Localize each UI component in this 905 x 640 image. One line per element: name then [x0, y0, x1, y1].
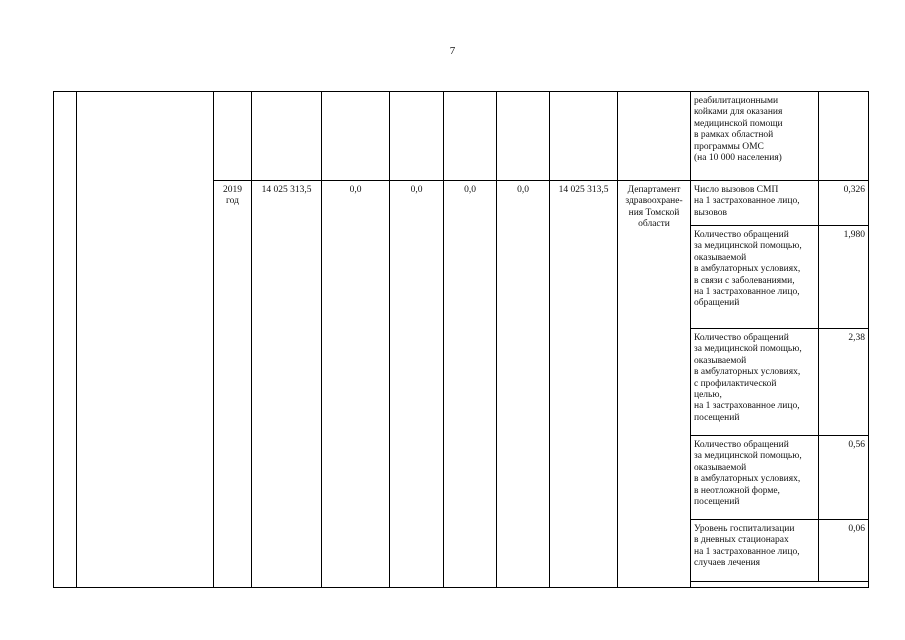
- page-number: 7: [449, 45, 456, 57]
- indicator-name: Уровень госпитализации в дневных стационарах на 1 застрахованное лицо, случаев лечения: [691, 520, 819, 582]
- indicator-name: Количество обращений за медицинской помощью, оказываемой в амбулаторных условиях, в неотложной форме, посещений: [691, 436, 819, 520]
- indicator-value: 2,38: [819, 329, 869, 436]
- value-cell: 0,0: [390, 181, 444, 588]
- value-cell: [444, 92, 497, 181]
- value-cell: [497, 92, 550, 181]
- indicator-name: Количество обращений за медицинской помощью, оказываемой в амбулаторных условиях, с профилактической целью, на 1 застрахованное лицо, посещений: [691, 329, 819, 436]
- indicator-value: [819, 92, 869, 181]
- program-table: [53, 91, 869, 588]
- indicator-value: 0,56: [819, 436, 869, 520]
- value-cell: 0,0: [322, 181, 390, 588]
- oms-cell: [550, 92, 618, 181]
- executor-cell: Департамент здравоохране- ния Томской области: [618, 181, 691, 588]
- spacer-cell: [691, 582, 869, 588]
- total-cell: 14 025 313,5: [252, 181, 322, 588]
- value-cell: 0,0: [444, 181, 497, 588]
- year-cell: 2019 год: [214, 181, 252, 588]
- indicator-value: 0,326: [819, 181, 869, 226]
- indicator-name: Число вызовов СМП на 1 застрахованное лицо, вызовов: [691, 181, 819, 226]
- measure-name-cell: [77, 92, 214, 588]
- year-cell: [214, 92, 252, 181]
- total-cell: [252, 92, 322, 181]
- indicator-name: Количество обращений за медицинской помощью, оказываемой в амбулаторных условиях, в связи с заболеваниями, на 1 застрахованное лицо, обращений: [691, 226, 819, 329]
- value-cell: 0,0: [497, 181, 550, 588]
- value-cell: [390, 92, 444, 181]
- table-row: [54, 92, 869, 181]
- number-cell: [54, 92, 77, 588]
- oms-cell: 14 025 313,5: [550, 181, 618, 588]
- indicator-value: 0,06: [819, 520, 869, 582]
- value-cell: [322, 92, 390, 181]
- indicator-name: реабилитационными койками для оказания медицинской помощи в рамках областной программы ОМС (на 10 000 населения): [691, 92, 819, 181]
- indicator-value: 1,980: [819, 226, 869, 329]
- executor-cell: [618, 92, 691, 181]
